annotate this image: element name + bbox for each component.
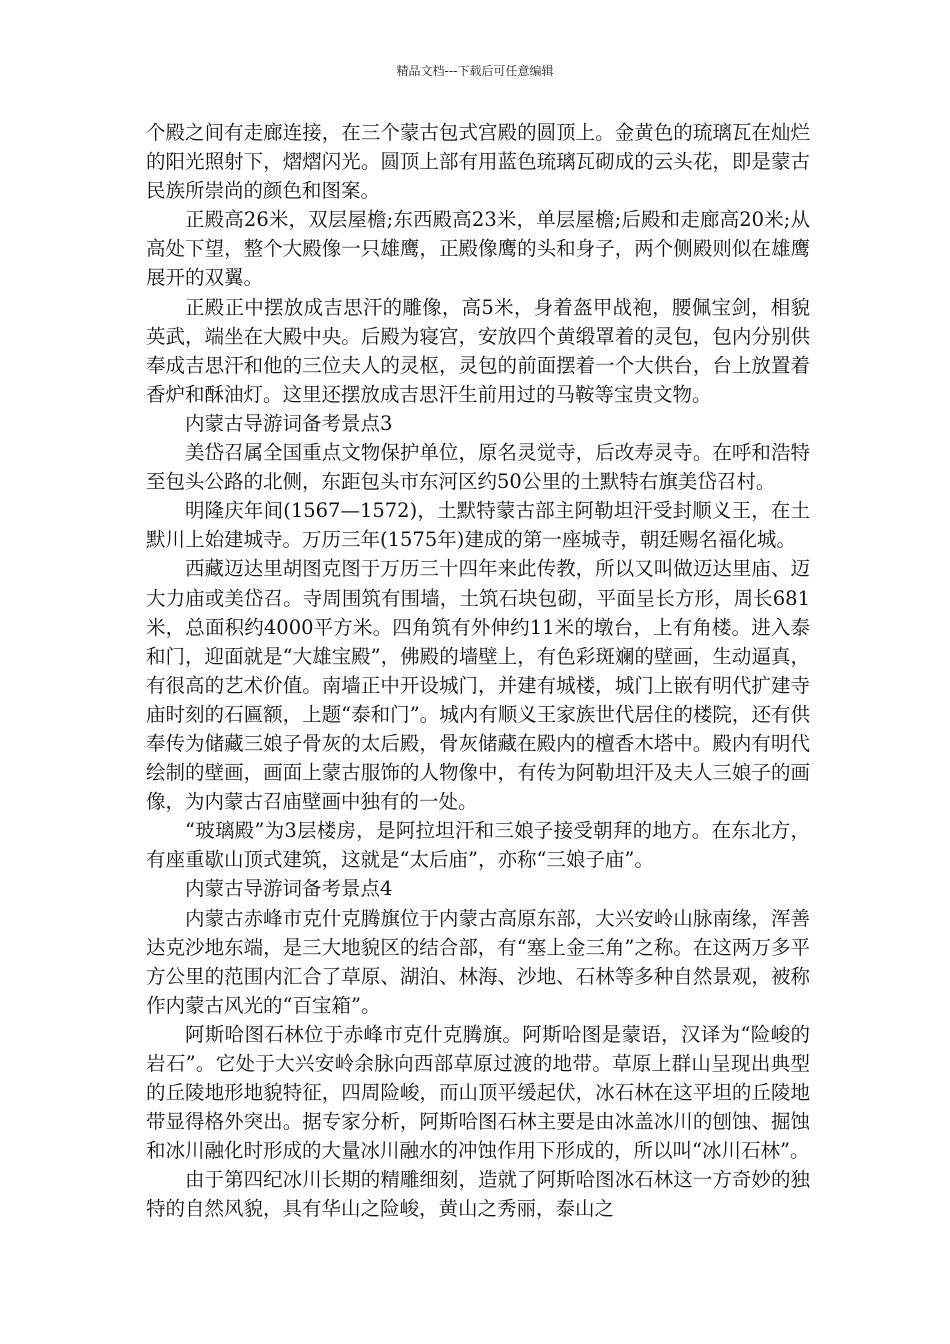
paragraph-1: 个殿之间有走廊连接，在三个蒙古包式宫殿的圆顶上。金黄色的琉璃瓦在灿烂的阳光照射下，熠熠闪光。圆顶上部有用蓝色琉璃瓦砌成的云头花，即是蒙古民族所崇尚的颜色和图案。	[146, 121, 810, 203]
document-body	[146, 118, 810, 1224]
paragraph-7: 西藏迈达里胡图克图于万历三十四年来此传教，所以又叫做迈达里庙、迈大力庙或美岱召。寺周围筑有围墙，土筑石块包砌，平面呈长方形，周长681米，总面积约4000平方米。四角筑有外伸约11米的墩台，上有角楼。进入泰和门，迎面就是“大雄宝殿”，佛殿的墙壁上，有色彩斑斓的壁画，生动逼真，有很高的艺术价值。南墙正中开设城门，并建有城楼，城门上嵌有明代扩建寺庙时刻的石匾额，上题“泰和门”。城内有顺义王家族世代居住的楼院，还有供奉传为储藏三娘子骨灰的太后殿，骨灰储藏在殿内的檀香木塔中。殿内有明代绘制的壁画，画面上蒙古服饰的人物像中，有传为阿勒坦汗及夫人三娘子的画像，为内蒙古召庙壁画中独有的一处。	[146, 557, 810, 814]
paragraph-6: 明隆庆年间(1567—1572)，土默特蒙古部主阿勒坦汗受封顺义王，在土默川上始建城寺。万历三年(1575年)建成的第一座城寺，朝廷赐名福化城。	[146, 499, 810, 552]
paragraph-10: 内蒙古赤峰市克什克腾旗位于内蒙古高原东部，大兴安岭山脉南缘，浑善达克沙地东端，是三大地貌区的结合部，有“塞上金三角”之称。在这两万多平方公里的范围内汇合了草原、湖泊、林海、沙地、石林等多种自然景观，被称作内蒙古风光的“百宝箱”。	[146, 906, 810, 1017]
paragraph-2: 正殿高26米，双层屋檐;东西殿高23米，单层屋檐;后殿和走廊高20米;从高处下望，整个大殿像一只雄鹰，正殿像鹰的头和身子，两个侧殿则似在雄鹰展开的双翼。	[146, 208, 810, 290]
paragraph-8: “玻璃殿”为3层楼房，是阿拉坦汗和三娘子接受朝拜的地方。在东北方，有座重歇山顶式建筑，这就是“太后庙”，亦称“三娘子庙”。	[146, 819, 810, 872]
paragraph-5: 美岱召属全国重点文物保护单位，原名灵觉寺，后改寿灵寺。在呼和浩特至包头公路的北侧，东距包头市东河区约50公里的土默特右旗美岱召村。	[146, 441, 810, 494]
page-header: 精品文档---下载后可任意编辑	[396, 64, 554, 78]
paragraph-12: 由于第四纪冰川长期的精雕细刻，造就了阿斯哈图冰石林这一方奇妙的独特的自然风貌，具有华山之险峻，黄山之秀丽，泰山之	[146, 1168, 810, 1221]
paragraph-3: 正殿正中摆放成吉思汗的雕像，高5米，身着盔甲战袍，腰佩宝剑，相貌英武，端坐在大殿中央。后殿为寝宫，安放四个黄缎罩着的灵包，包内分别供奉成吉思汗和他的三位夫人的灵枢，灵包的前面摆着一个大供台，台上放置着香炉和酥油灯。这里还摆放成吉思汗生前用过的马鞍等宝贵文物。	[146, 295, 810, 406]
section-heading-4: 内蒙古导游词备考景点4	[185, 877, 393, 901]
section-heading-3: 内蒙古导游词备考景点3	[185, 411, 393, 435]
paragraph-11: 阿斯哈图石林位于赤峰市克什克腾旗。阿斯哈图是蒙语，汉译为“险峻的岩石”。它处于大兴安岭余脉向西部草原过渡的地带。草原上群山呈现出典型的丘陵地形地貌特征，四周险峻，而山顶平缓起伏，冰石林在这平坦的丘陵地带显得格外突出。据专家分析，阿斯哈图石林主要是由冰盖冰川的刨蚀、掘蚀和冰川融化时形成的大量冰川融水的冲蚀作用下形成的，所以叫“冰川石林”。	[146, 1022, 810, 1163]
